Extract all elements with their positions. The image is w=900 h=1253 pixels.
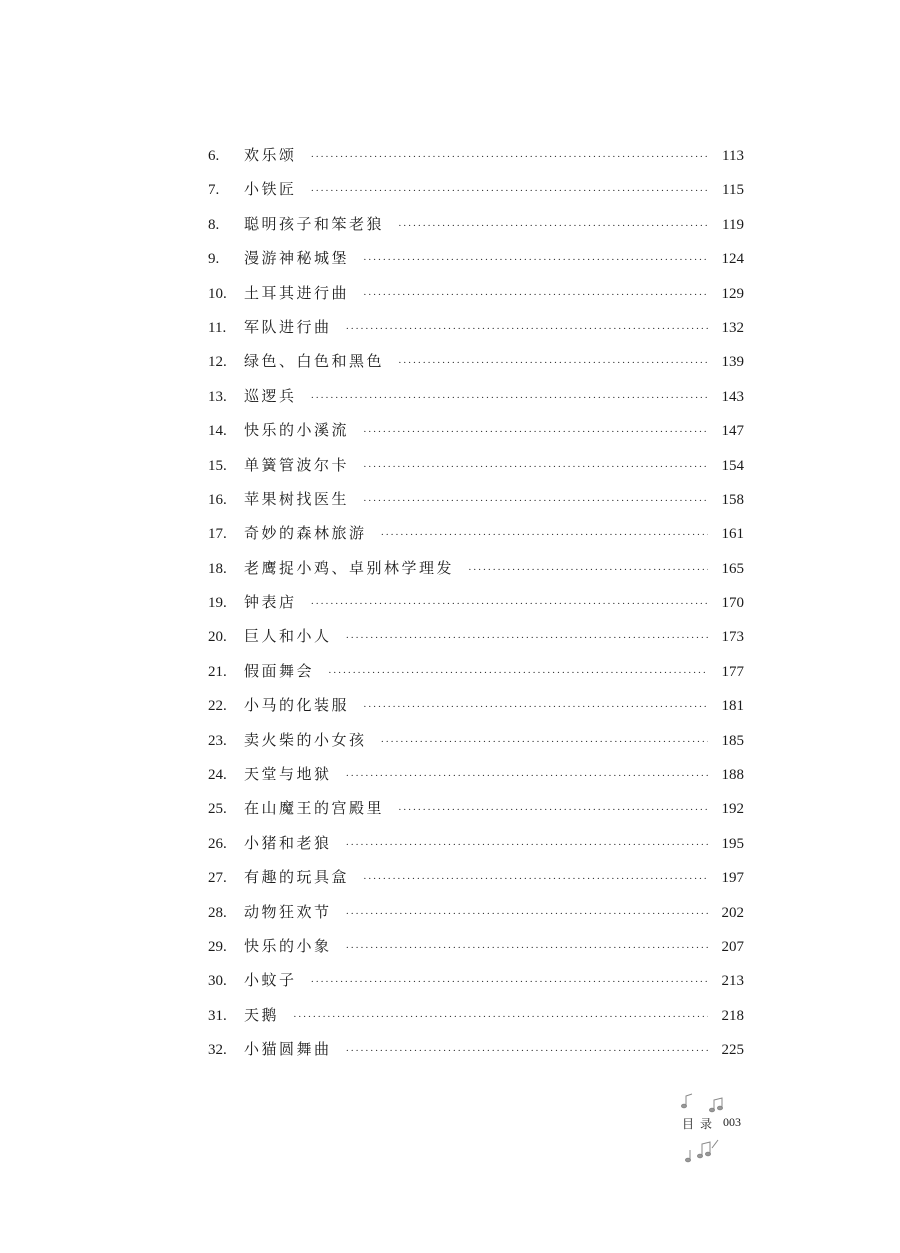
toc-entry-title: 聪明孩子和笨老狼: [244, 216, 385, 233]
table-of-contents: [208, 143, 744, 1072]
toc-entry-number: 14.: [208, 423, 227, 440]
toc-entry-page: 119: [722, 216, 744, 233]
toc-entry-number: 15.: [208, 457, 227, 474]
toc-entry-number: 11.: [208, 319, 227, 336]
toc-entry[interactable]: [208, 590, 744, 624]
toc-entry-number: 19.: [208, 595, 227, 612]
toc-entry[interactable]: [208, 831, 744, 865]
toc-entry-page: 158: [721, 491, 744, 508]
toc-entry-page: 202: [721, 904, 744, 921]
toc-entry-page: 154: [721, 457, 744, 474]
toc-entry-number: 20.: [208, 629, 227, 646]
toc-entry-title: 巡逻兵: [244, 388, 297, 405]
dot-leader: [311, 591, 708, 617]
toc-entry[interactable]: [208, 384, 744, 418]
toc-entry[interactable]: [208, 212, 744, 246]
toc-entry[interactable]: [208, 177, 744, 211]
toc-entry[interactable]: [208, 934, 744, 968]
toc-entry-title: 苹果树找医生: [244, 491, 350, 508]
toc-entry-title: 卖火柴的小女孩: [244, 732, 367, 749]
toc-entry-page: 185: [721, 732, 744, 749]
toc-entry-number: 25.: [208, 801, 227, 818]
dot-leader: [363, 488, 708, 514]
dot-leader: [293, 1004, 708, 1030]
dot-leader: [363, 247, 708, 273]
toc-entry-page: 147: [721, 423, 744, 440]
toc-entry-title: 小猪和老狼: [244, 835, 332, 852]
toc-entry-title: 小蚊子: [244, 973, 297, 990]
page-number: 003: [723, 1115, 741, 1129]
toc-entry-number: 24.: [208, 767, 227, 784]
toc-entry-number: 31.: [208, 1007, 227, 1024]
dot-leader: [363, 866, 708, 892]
dot-leader: [346, 832, 708, 858]
dot-leader: [346, 763, 708, 789]
toc-entry-title: 有趣的玩具盒: [244, 870, 350, 887]
toc-entry-title: 军队进行曲: [244, 319, 332, 336]
dot-leader: [398, 797, 708, 823]
toc-entry[interactable]: [208, 315, 744, 349]
toc-entry-page: 177: [721, 663, 744, 680]
toc-entry-number: 12.: [208, 354, 227, 371]
dot-leader: [311, 385, 708, 411]
dot-leader: [363, 282, 708, 308]
dot-leader: [363, 694, 708, 720]
toc-entry-number: 8.: [208, 216, 220, 233]
toc-entry[interactable]: [208, 796, 744, 830]
dot-leader: [381, 729, 708, 755]
toc-entry-number: 13.: [208, 388, 227, 405]
toc-entry-number: 18.: [208, 560, 227, 577]
toc-entry-page: 124: [721, 251, 744, 268]
toc-entry-page: 181: [721, 698, 744, 715]
toc-entry[interactable]: [208, 418, 744, 452]
section-label: 目录: [682, 1117, 719, 1131]
toc-entry[interactable]: [208, 349, 744, 383]
toc-entry-page: 165: [721, 560, 744, 577]
dot-leader: [381, 522, 708, 548]
dot-leader: [346, 316, 708, 342]
toc-entry-title: 假面舞会: [244, 663, 315, 680]
toc-entry-title: 奇妙的森林旅游: [244, 526, 367, 543]
toc-entry[interactable]: [208, 246, 744, 280]
dot-leader: [363, 454, 708, 480]
toc-entry[interactable]: [208, 556, 744, 590]
dot-leader: [328, 660, 708, 686]
toc-entry-title: 在山魔王的宫殿里: [244, 801, 385, 818]
toc-entry[interactable]: [208, 659, 744, 693]
toc-entry-page: 192: [721, 801, 744, 818]
toc-entry-page: 225: [721, 1042, 744, 1059]
toc-entry[interactable]: [208, 143, 744, 177]
dot-leader: [346, 1038, 708, 1064]
toc-entry-number: 32.: [208, 1042, 227, 1059]
toc-entry-page: 113: [722, 148, 744, 164]
toc-entry-number: 27.: [208, 870, 227, 887]
dot-leader: [468, 557, 708, 583]
toc-entry-number: 7.: [208, 182, 220, 199]
toc-entry-page: 161: [721, 526, 744, 543]
toc-entry-number: 30.: [208, 973, 227, 990]
dot-leader: [311, 969, 708, 995]
toc-entry-page: 132: [721, 319, 744, 336]
toc-entry-number: 22.: [208, 698, 227, 715]
toc-entry-title: 漫游神秘城堡: [244, 251, 350, 268]
toc-entry-title: 天堂与地狱: [244, 767, 332, 784]
toc-entry[interactable]: [208, 693, 744, 727]
toc-entry-number: 6.: [208, 148, 220, 164]
toc-entry[interactable]: [208, 728, 744, 762]
toc-entry[interactable]: [208, 487, 744, 521]
toc-entry-title: 欢乐颂: [244, 148, 297, 164]
toc-entry-page: 218: [721, 1007, 744, 1024]
toc-entry[interactable]: [208, 1037, 744, 1071]
toc-entry-number: 16.: [208, 491, 227, 508]
page-footer: [672, 1088, 752, 1168]
dot-leader: [346, 901, 708, 927]
toc-entry-title: 老鹰捉小鸡、卓别林学理发: [244, 560, 455, 577]
toc-entry[interactable]: [208, 900, 744, 934]
toc-entry-page: 213: [721, 973, 744, 990]
toc-entry-page: 195: [721, 835, 744, 852]
toc-entry-page: 139: [721, 354, 744, 371]
toc-entry-title: 绿色、白色和黑色: [244, 354, 385, 371]
toc-entry-page: 143: [721, 388, 744, 405]
toc-entry[interactable]: [208, 1003, 744, 1037]
toc-entry-title: 快乐的小溪流: [244, 423, 350, 440]
toc-entry[interactable]: [208, 968, 744, 1002]
toc-entry-number: 17.: [208, 526, 227, 543]
toc-entry-title: 小铁匠: [244, 182, 297, 199]
toc-entry-number: 23.: [208, 732, 227, 749]
toc-entry-title: 钟表店: [244, 595, 297, 612]
dot-leader: [311, 178, 708, 204]
toc-entry[interactable]: [208, 624, 744, 658]
toc-entry[interactable]: [208, 865, 744, 899]
toc-entry[interactable]: [208, 762, 744, 796]
toc-entry[interactable]: [208, 281, 744, 315]
toc-entry-page: 170: [721, 595, 744, 612]
toc-entry-page: 197: [721, 870, 744, 887]
toc-entry-title: 动物狂欢节: [244, 904, 332, 921]
toc-entry-title: 天鹅: [244, 1007, 280, 1024]
toc-entry-title: 巨人和小人: [244, 629, 332, 646]
toc-entry-page: 115: [722, 182, 744, 199]
dot-leader: [346, 625, 708, 651]
dot-leader: [363, 419, 708, 445]
toc-entry-number: 28.: [208, 904, 227, 921]
toc-entry-title: 快乐的小象: [244, 938, 332, 955]
toc-entry-number: 10.: [208, 285, 227, 302]
dot-leader: [398, 350, 708, 376]
dot-leader: [311, 144, 708, 170]
toc-entry-page: 207: [721, 938, 744, 955]
toc-entry[interactable]: [208, 453, 744, 487]
dot-leader: [346, 935, 708, 961]
toc-entry-page: 188: [721, 767, 744, 784]
dot-leader: [398, 213, 708, 239]
toc-entry-number: 21.: [208, 663, 227, 680]
toc-entry-page: 129: [721, 285, 744, 302]
toc-entry[interactable]: [208, 521, 744, 555]
toc-entry-number: 9.: [208, 251, 220, 268]
toc-entry-number: 26.: [208, 835, 227, 852]
toc-entry-title: 土耳其进行曲: [244, 285, 350, 302]
toc-entry-title: 小马的化装服: [244, 698, 350, 715]
toc-entry-number: 29.: [208, 938, 227, 955]
toc-entry-title: 单簧管波尔卡: [244, 457, 350, 474]
toc-entry-title: 小猫圆舞曲: [244, 1042, 332, 1059]
toc-entry-page: 173: [721, 629, 744, 646]
